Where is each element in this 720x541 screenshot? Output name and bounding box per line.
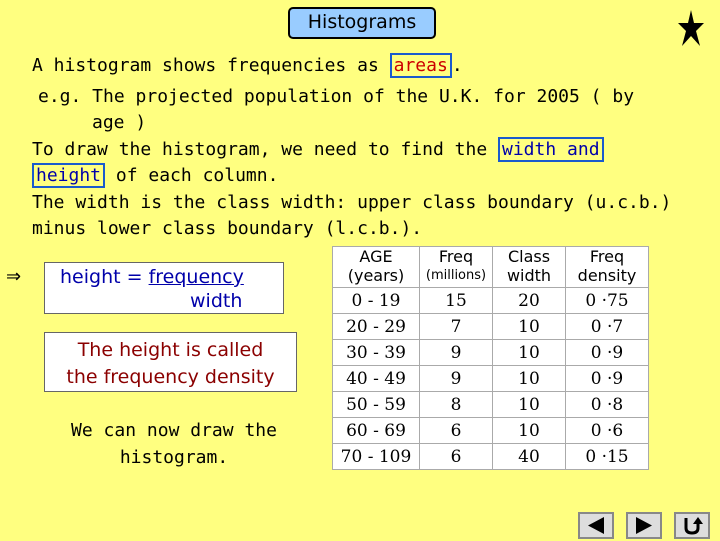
formula-denominator: width [190, 290, 243, 312]
star-icon [678, 10, 704, 46]
triangle-left-icon [580, 514, 612, 537]
frequency-table [332, 246, 649, 470]
definition-line-2: the frequency density [66, 366, 275, 388]
line-5 [32, 163, 278, 189]
next-step-text [44, 417, 304, 471]
table-row: 60 - 69 6 10 0 ·6 [333, 418, 649, 444]
line-4-text: To draw the histogram, we need to find the [32, 139, 488, 160]
formula-lhs: height = [60, 266, 143, 288]
highlight-width: width and [498, 137, 604, 162]
line-6: The width is the class width: upper class boundary (u.c.b.) [32, 192, 672, 213]
line-1 [32, 53, 463, 79]
line-3: age ) [92, 112, 147, 133]
header-freq-density: Freq density [566, 247, 649, 288]
line-2: e.g. The projected population of the U.K. for 2005 ( by [38, 86, 635, 107]
implies-arrow-icon: ⇒ [6, 266, 22, 287]
next-button[interactable] [626, 512, 662, 539]
line-4 [32, 137, 604, 163]
table-row: 0 - 19 15 20 0 ·75 [333, 288, 649, 314]
return-arrow-icon [676, 514, 708, 537]
line-1-end: . [451, 55, 463, 76]
definition-text [44, 337, 297, 391]
definition-line-1: The height is called [77, 339, 264, 361]
formula-numerator: frequency [148, 266, 244, 288]
header-freq: Freq (millions) [420, 247, 493, 288]
previous-button[interactable] [578, 512, 614, 539]
table-header-row [333, 247, 649, 288]
table-row: 30 - 39 9 10 0 ·9 [333, 340, 649, 366]
return-button[interactable] [674, 512, 710, 539]
table-row: 70 - 109 6 40 0 ·15 [333, 444, 649, 470]
next-step-line-1: We can now draw the [71, 420, 277, 441]
formula-line [60, 266, 244, 288]
highlight-areas: areas [390, 53, 452, 78]
table-row: 40 - 49 9 10 0 ·9 [333, 366, 649, 392]
next-step-line-2: histogram. [119, 447, 229, 468]
header-age: AGE (years) [333, 247, 420, 288]
slide-title: Histograms [288, 7, 436, 39]
header-class-width: Class width [493, 247, 566, 288]
table-row: 20 - 29 7 10 0 ·7 [333, 314, 649, 340]
line-1-text: A histogram shows frequencies as [32, 55, 379, 76]
line-7: minus lower class boundary (l.c.b.). [32, 218, 423, 239]
line-5-text: of each column. [115, 165, 279, 186]
table-row: 50 - 59 8 10 0 ·8 [333, 392, 649, 418]
highlight-height: height [32, 163, 105, 188]
triangle-right-icon [628, 514, 660, 537]
